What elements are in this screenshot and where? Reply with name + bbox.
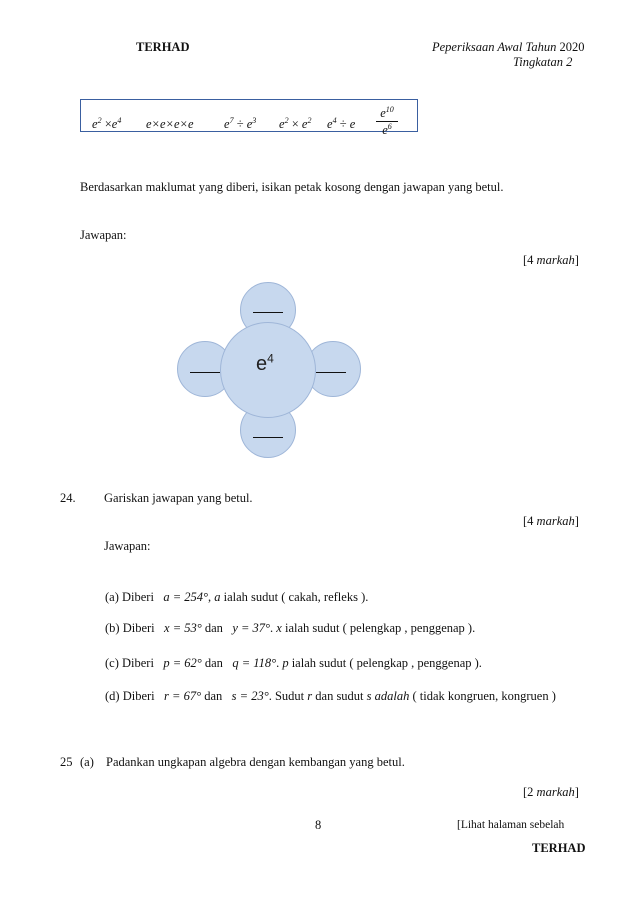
q25-part: (a): [80, 755, 94, 769]
q24-number: 24.: [60, 491, 76, 505]
q24-marks: [4 markah]: [523, 514, 579, 528]
answer-blank-right[interactable]: [316, 372, 346, 373]
q25-number: 25: [60, 755, 73, 769]
fraction-numerator: $e^{10}$: [380, 104, 394, 120]
header-form: Tingkatan 2: [513, 55, 573, 69]
q24-instruction: Gariskan jawapan yang betul.: [104, 491, 253, 505]
q24-part-d: (d) Diberi r = 67° dan s = 23°. Sudut r dan sudut s adalah ( tidak kongruen, kongruen ): [105, 689, 556, 703]
header-exam-name: Peperiksaan Awal Tahun: [432, 40, 557, 54]
center-expression: $e^4$: [256, 351, 274, 375]
expression-2: e×e×e×e: [146, 117, 194, 131]
q24-part-b: (b) Diberi x = 53° dan y = 37°. x ialah sudut ( pelengkap , penggenap ).: [105, 621, 476, 635]
answer-blank-top[interactable]: [253, 312, 283, 313]
q23-instruction: Berdasarkan maklumat yang diberi, isikan petak kosong dengan jawapan yang betul.: [80, 180, 504, 194]
expression-3: $e^7 \div e^3$: [224, 115, 257, 131]
q23-marks: [4 markah]: [523, 253, 579, 267]
answer-blank-bottom[interactable]: [253, 437, 283, 438]
expression-6-fraction: [376, 106, 398, 137]
expression-5: $e^4 \div e$: [327, 115, 356, 131]
q23-answer-label: Jawapan:: [80, 228, 127, 242]
next-page-note: [Lihat halaman sebelah: [457, 819, 565, 831]
q24-answer-label: Jawapan:: [104, 539, 151, 553]
q25-instruction: Padankan ungkapan algebra dengan kembangan yang betul.: [106, 755, 405, 769]
expression-4: $e^2 \times e^2$: [279, 115, 312, 131]
q24-part-c: (c) Diberi p = 62° dan q = 118°. p ialah sudut ( pelengkap , penggenap ).: [105, 656, 482, 670]
q24-part-a: (a) Diberi a = 254°, a ialah sudut ( cakah, refleks ).: [105, 590, 369, 604]
page-number: 8: [315, 818, 322, 832]
header-exam-title: [432, 40, 584, 55]
footer-classification: TERHAD: [532, 841, 586, 855]
header-classification: TERHAD: [136, 40, 190, 54]
q25-marks: [2 markah]: [523, 785, 579, 799]
expression-1: $e^2 \times e^4$: [92, 115, 122, 131]
answer-blank-left[interactable]: [190, 372, 220, 373]
fraction-denominator: $e^6$: [382, 121, 392, 137]
header-year: 2020: [559, 40, 585, 54]
